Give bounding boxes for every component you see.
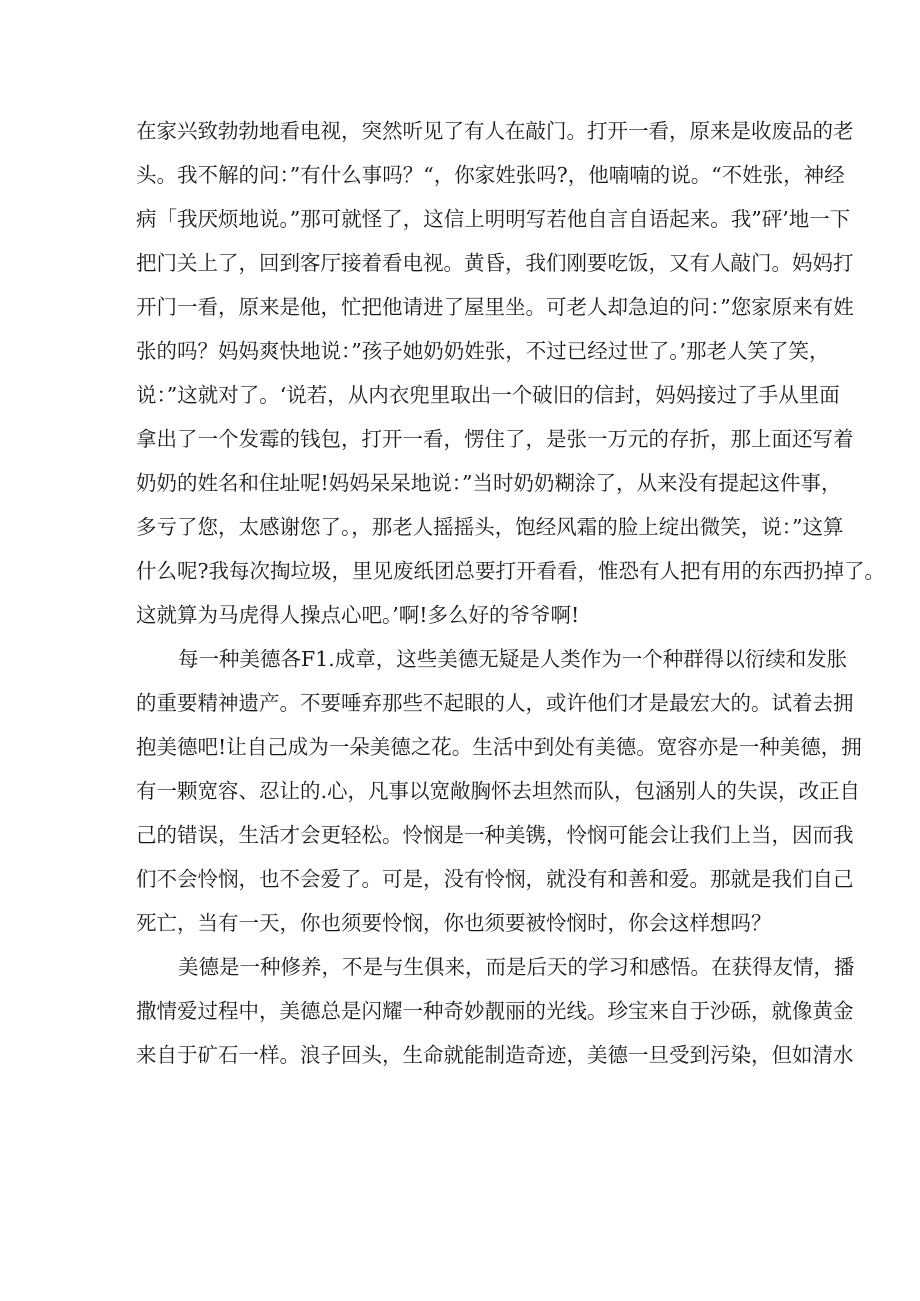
document-page <box>136 0 885 1301</box>
text-line: 己的错误，生活才会更轻松。怜悯是一种美镌，怜悯可能会让我们上当，因而我 <box>136 823 854 847</box>
text-line: 说：”这就对了。‘说若，从内衣兜里取出一个破旧的信封，妈妈接过了手从里面 <box>136 383 840 407</box>
text-line: 张的吗？妈妈爽快地说：”孩子她奶奶姓张，不过已经过世了。’那老人笑了笑， <box>136 339 830 363</box>
text-line: 的重要精神遗产。不要唾弃那些不起眼的人，或许他们才是最宏大的。试着去拥 <box>136 691 854 715</box>
text-line: 什么呢?我每次掏垃圾，里见废纸团总要打开看看，惟恐有人把有用的东西扔掉了。 <box>136 559 885 583</box>
text-line: 美德是一种修养，不是与生俱来，而是后天的学习和感悟。在获得友情，播 <box>178 955 855 979</box>
text-line: 每一种美德各F1.成章，这些美德无疑是人类作为一个种群得以衍续和发胀 <box>178 647 848 671</box>
text-line: 撒情爱过程中，美德总是闪耀一种奇妙靓丽的光线。珍宝来自于沙砾，就像黄金 <box>136 999 854 1023</box>
text-line: 们不会怜悯，也不会爱了。可是，没有怜悯，就没有和善和爱。那就是我们自己 <box>136 867 854 891</box>
text-line: 抱美德吧!让自己成为一朵美德之花。生活中到处有美德。宽容亦是一种美德，拥 <box>136 735 862 759</box>
text-line: 头。我不解的问：”有什么事吗？“，你家姓张吗?，他喃喃的说。“不姓张，神经 <box>136 163 845 187</box>
text-line: 把门关上了，回到客厅接着看电视。黄昏，我们刚要吃饭，又有人敲门。妈妈打 <box>136 251 854 275</box>
text-line: 这就算为马虎得人操点心吧。’啊!多么好的爷爷啊! <box>136 603 580 627</box>
text-line: 多亏了您，太感谢您了。，那老人摇摇头，饱经风霜的脸上绽出微笑，说：”这算 <box>136 515 844 539</box>
text-line: 在家兴致勃勃地看电视，突然听见了有人在敲门。打开一看，原来是收废品的老 <box>136 119 854 143</box>
text-line: 开门一看，原来是他，忙把他请进了屋里坐。可老人却急迫的问：”您家原来有姓 <box>136 295 854 319</box>
text-line: 拿出了一个发霉的钱包，打开一看，愣住了，是张一万元的存折，那上面还写着 <box>136 427 854 451</box>
text-line: 奶奶的姓名和住址呢!妈妈呆呆地说：”当时奶奶糊涂了，从来没有提起这件事， <box>136 471 842 495</box>
text-line: 死亡，当有一天，你也须要怜悯，你也须要被怜悯时，你会这样想吗？ <box>136 911 772 935</box>
text-line: 来自于矿石一样。浪子回头，生命就能制造奇迹，美德一旦受到污染，但如清水 <box>136 1043 854 1067</box>
text-line: 有一颗宽容、忍让的.心，凡事以宽敞胸怀去坦然而队，包涵别人的失误，改正自 <box>136 779 861 803</box>
text-line: 病「我厌烦地说。”那可就怪了，这信上明明写若他自言自语起来。我”砰’地一下 <box>136 207 851 231</box>
